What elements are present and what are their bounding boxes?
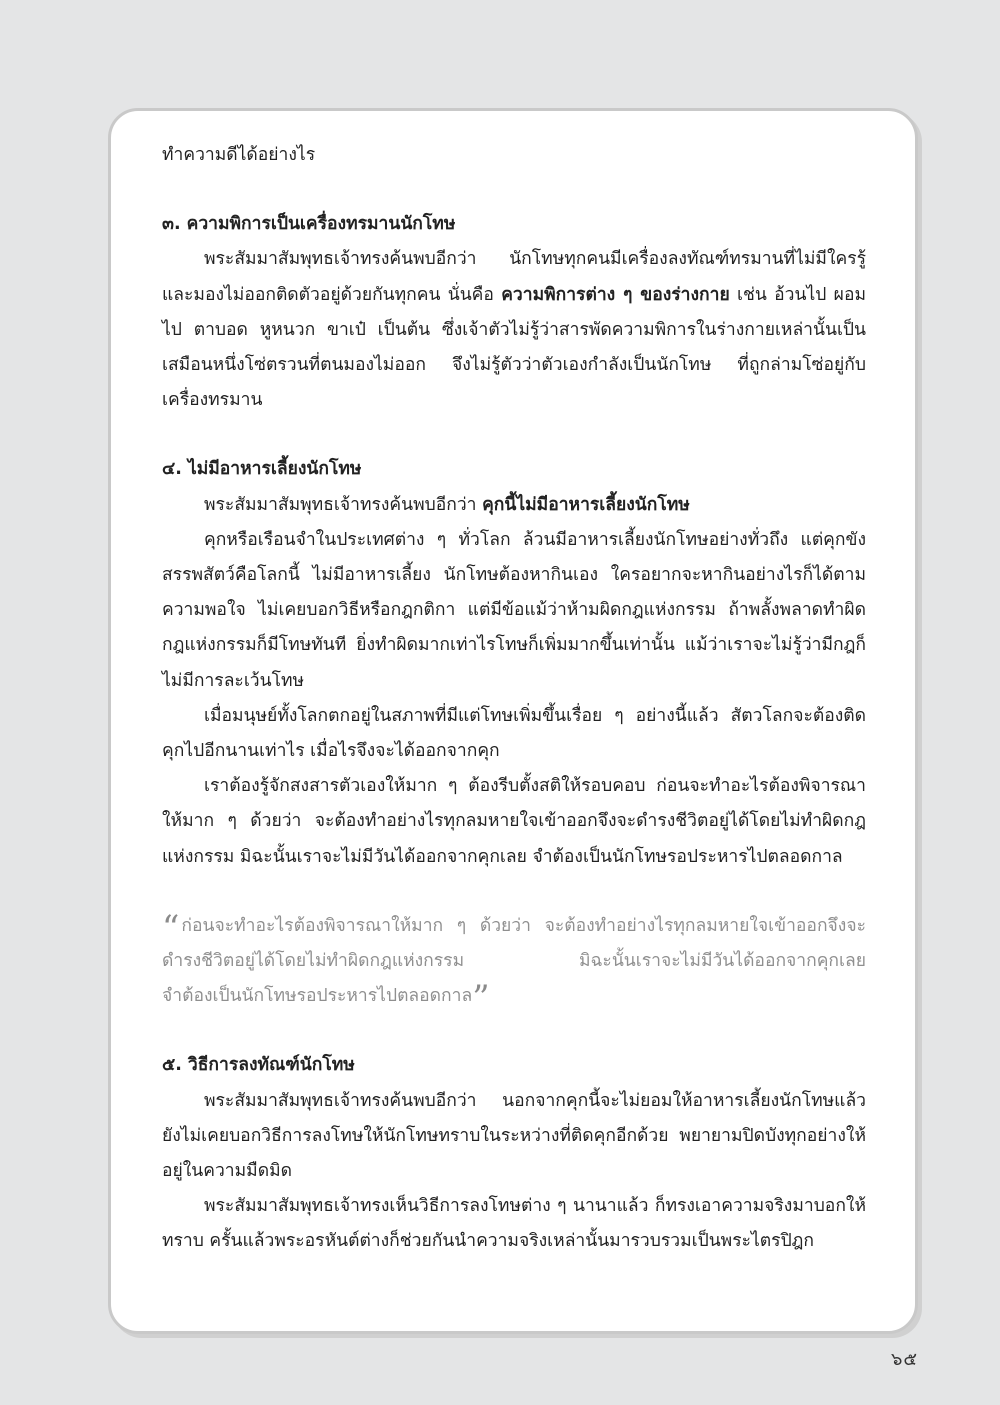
section-3-p1-text-b: เช่น อ้วนไป ผอมไป ตาบอด หูหนวก ขาเป๋ เป็นต้น ซึ่งเจ้าตัวไม่รู้ว่าสารพัดความพิการในร่างกายเหล่านั้นเป็นเสมือนหนึ่งโซ่ตรวนที่ตนมองไม่ออก จึงไม่รู้ตัวว่าตัวเองกำลังเป็นนักโทษ ที่ถูกล่ามโซ่อยู่กับเครื่องทรมาน xyxy=(162,284,866,411)
section-4-number: ๔. xyxy=(162,459,182,480)
section-4-p1-text: พระสัมมาสัมพุทธเจ้าทรงค้นพบอีกว่า xyxy=(204,494,483,515)
page-number: ๖๕ xyxy=(890,1349,918,1370)
running-header: ทำความดีได้อย่างไร xyxy=(162,145,316,165)
section-4-paragraph-4: เราต้องรู้จักสงสารตัวเองให้มาก ๆ ต้องรีบตั้งสติให้รอบคอบ ก่อนจะทำอะไรต้องพิจารณาให้มาก ๆ ด้วยว่า จะต้องทำอย่างไรทุกลมหายใจเข้าออกจึงจะดำรงชีวิตอยู่ได้โดยไม่ทำผิดกฎแห่งกรรม มิฉะนั้นเราจะไม่มีวันได้ออกจากคุกเลย จำต้องเป็นนักโทษรอประหารไปตลอดกาล xyxy=(162,776,866,867)
section-5-paragraph-1: พระสัมมาสัมพุทธเจ้าทรงค้นพบอีกว่า นอกจากคุกนี้จะไม่ยอมให้อาหารเลี้ยงนักโทษแล้ว ยังไม่เคยบอกวิธีการลงโทษให้นักโทษทราบในระหว่างที่ติดคุกอีกด้วย พยายามปิดบังทุกอย่างให้อยู่ในความมืดมิด xyxy=(162,1090,866,1182)
section-4-paragraph-3: เมื่อมนุษย์ทั้งโลกตกอยู่ในสภาพที่มีแต่โทษเพิ่มขึ้นเรื่อย ๆ อย่างนี้แล้ว สัตวโลกจะต้องติดคุกไปอีกนานเท่าไร เมื่อไรจึงจะได้ออกจากคุก xyxy=(162,705,866,762)
section-4 xyxy=(162,452,866,874)
section-4-heading xyxy=(162,452,866,487)
pull-quote-text: ก่อนจะทำอะไรต้องพิจารณาให้มาก ๆ ด้วยว่า จะต้องทำอย่างไรทุกลมหายใจเข้าออกจึงจะดำรงชีวิตอยู่ได้โดยไม่ทำผิดกฎแห่งกรรม มิฉะนั้นเราจะไม่มีวันได้ออกจากคุกเลย xyxy=(162,915,866,972)
close-quote-mark: ” xyxy=(472,978,490,1019)
section-4-p1-bold: คุกนี้ไม่มีอาหารเลี้ยงนักโทษ xyxy=(482,494,690,515)
section-3-number: ๓. xyxy=(162,214,181,235)
pull-quote-text-last: จำต้องเป็นนักโทษรอประหารไปตลอดกาล xyxy=(162,986,473,1007)
section-5 xyxy=(162,1048,866,1259)
section-5-heading xyxy=(162,1048,866,1083)
section-4-paragraph-2: คุกหรือเรือนจำในประเทศต่าง ๆ ทั่วโลก ล้วนมีอาหารเลี้ยงนักโทษอย่างทั่วถึง แต่คุกขังสรรพสัตว์คือโลกนี้ ไม่มีอาหารเลี้ยง นักโทษต้องหากินเอง ใครอยากจะหากินอย่างไรก็ได้ตามความพอใจ ไม่เคยบอกวิธีหรือกฎกติกา แต่มีข้อแม้ว่าห้ามผิดกฎแห่งกรรม ถ้าพลั้งพลาดทำผิดกฎแห่งกรรมก็มีโทษทันที ยิ่งทำผิดมากเท่าไรโทษก็เพิ่มมากขึ้นเท่านั้น แม้ว่าเราจะไม่รู้ว่ามีกฎก็ไม่มีการละเว้นโทษ xyxy=(162,529,866,691)
section-3-title: ความพิการเป็นเครื่องทรมานนักโทษ xyxy=(186,214,456,235)
section-3-p1-bold: ความพิการต่าง ๆ ของร่างกาย xyxy=(501,284,730,305)
section-3-paragraph-1 xyxy=(162,242,866,418)
section-3-heading xyxy=(162,207,866,242)
section-4-paragraph-1 xyxy=(162,488,866,523)
pull-quote-last-line xyxy=(162,978,866,1019)
section-5-paragraph-2: พระสัมมาสัมพุทธเจ้าทรงเห็นวิธีการลงโทษต่าง ๆ นานาแล้ว ก็ทรงเอาความจริงมาบอกให้ทราบ ครั้นแล้วพระอรหันต์ต่างก็ช่วยกันนำความจริงเหล่านั้นมารวบรวมเป็นพระไตรปิฎก xyxy=(162,1196,866,1252)
section-5-number: ๕. xyxy=(162,1055,182,1076)
section-4-title: ไม่มีอาหารเลี้ยงนักโทษ xyxy=(187,459,362,480)
open-quote-mark: “ xyxy=(162,907,180,948)
section-3 xyxy=(162,207,866,418)
section-5-title: วิธีการลงทัณฑ์นักโทษ xyxy=(187,1055,355,1076)
page-content xyxy=(162,138,866,1260)
pull-quote xyxy=(162,907,866,1019)
section-3-p1-text-a: พระสัมมาสัมพุทธเจ้าทรงค้นพบอีกว่า นักโทษทุกคนมีเครื่องลงทัณฑ์ทรมานที่ไม่มีใครรู้และมองไม่ออกติดตัวอยู่ด้วยกันทุกคน นั่นคือ xyxy=(162,249,866,305)
